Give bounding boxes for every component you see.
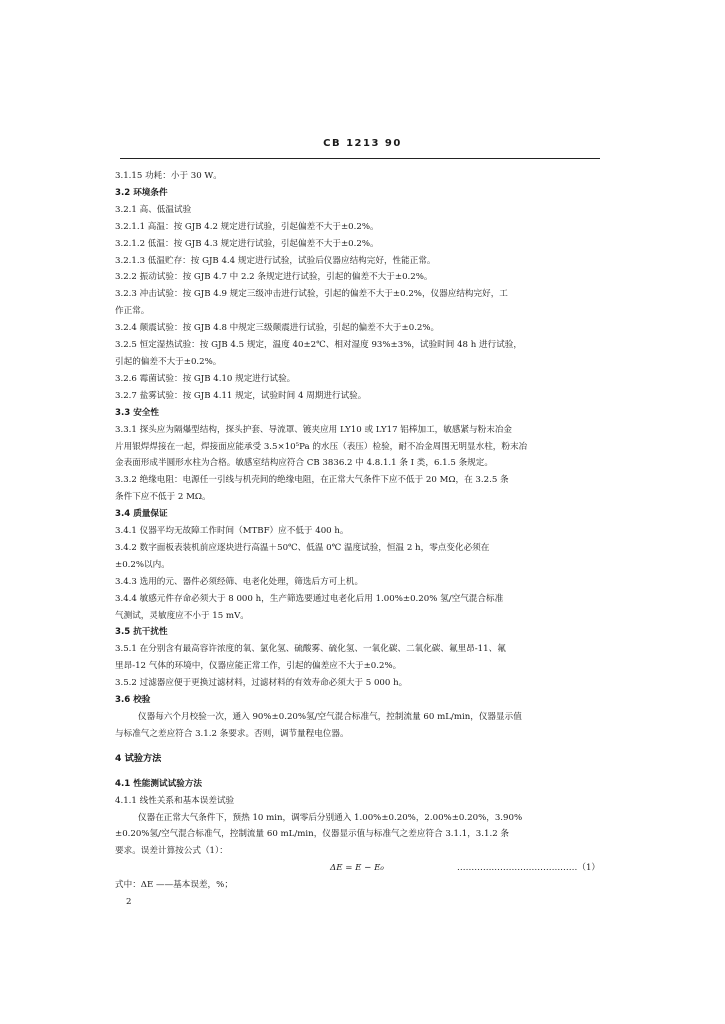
heading-4: 4 试验方法 — [115, 752, 162, 764]
clause-3-4-4: 3.4.4 敏感元件存命必须大于 8 000 h，生产筛选要通过电老化后用 1.00%±0.20% 氢/空气混合标准 — [115, 593, 504, 604]
heading-3-4: 3.4 质量保证 — [115, 509, 168, 520]
page-header-standard-number: CB 1213 90 — [323, 138, 402, 149]
heading-3-5: 3.5 抗干扰性 — [115, 627, 168, 638]
clause-3-2-1: 3.2.1 高、低温试验 — [115, 204, 192, 215]
clause-3-3-1-cont2: 金表面形成半圆形水柱为合格。敏感室结构应符合 CB 3836.2 中 4.8.1.1 条 I 类，6.1.5 条规定。 — [115, 458, 493, 469]
heading-3-2: 3.2 环境条件 — [115, 187, 168, 198]
clause-3-2-7: 3.2.7 盐雾试验：按 GJB 4.11 规定，试验时间 4 周期进行试验。 — [115, 390, 367, 401]
clause-3-3-1-cont1: 片用银焊焊接在一起，焊接面应能承受 3.5×10⁵Pa 的水压（表压）检验，耐不冶金周围无明显水柱，粉末冶 — [115, 441, 528, 452]
clause-3-2-5: 3.2.5 恒定湿热试验：按 GJB 4.5 规定，温度 40±2℃、相对湿度 93%±3%，试验时间 48 h 进行试验， — [115, 340, 522, 351]
clause-3-4-1: 3.4.1 仪器平均无故障工作时间（MTBF）应不低于 400 h。 — [115, 526, 349, 537]
clause-3-2-5-cont: 引起的偏差不大于±0.2%。 — [115, 356, 222, 367]
clause-3-2-3: 3.2.3 冲击试验：按 GJB 4.9 规定三级冲击进行试验，引起的偏差不大于±0.2%，仪器应结构完好，工 — [115, 289, 508, 300]
clause-3-6-text-cont: 与标准气之差应符合 3.1.2 条要求。否则，调节量程电位器。 — [115, 728, 349, 739]
formula-legend: 式中：ΔE ——基本误差，%； — [115, 880, 233, 891]
clause-3-4-4-cont: 气测试，灵敏度应不小于 15 mV。 — [115, 610, 249, 621]
clause-3-5-1-cont: 里昂-12 气体的环境中，仪器应能正常工作，引起的偏差应不大于±0.2%。 — [115, 661, 402, 672]
clause-3-2-1-2: 3.2.1.2 低温：按 GJB 4.3 规定进行试验，引起偏差不大于±0.2%。 — [115, 238, 379, 249]
clause-3-4-2-cont: ±0.2%以内。 — [115, 559, 170, 570]
body-text — [115, 168, 600, 894]
clause-3-2-1-3: 3.2.1.3 低温贮存：按 GJB 4.4 规定进行试验，试验后仪器应结构完好，性能正常。 — [115, 255, 436, 266]
page-number: 2 — [126, 897, 132, 907]
heading-3-6: 3.6 校验 — [115, 695, 151, 706]
clause-3-2-4: 3.2.4 颠震试验：按 GJB 4.8 中规定三级颠震进行试验，引起的偏差不大于±0.2%。 — [115, 323, 440, 334]
clause-4-1-1-text-cont2: 要求。误差计算按公式（1）： — [115, 846, 228, 857]
header-rule — [120, 158, 600, 159]
clause-4-1-1-text: 仪器在正常大气条件下，预热 10 min，调零后分别通入 1.00%±0.20%，2.00%±0.20%，3.90% — [138, 812, 523, 823]
formula-number: ……………………………………（1） — [457, 863, 600, 874]
clause-3-1-15: 3.1.15 功耗：小于 30 W。 — [115, 171, 222, 181]
clause-3-5-1: 3.5.1 在分别含有最高容许浓度的氧、氯化氢、硫酸雾、硫化氢、一氧化碳、二氧化碳、氟里昂-11、氟 — [115, 644, 506, 655]
clause-3-3-2: 3.3.2 绝缘电阻：电源任一引线与机壳间的绝缘电阻，在正常大气条件下应不低于 20 MΩ，在 3.2.5 条 — [115, 475, 509, 486]
clause-4-1-1-text-cont1: ±0.20%氢/空气混合标准气，控制流量 60 mL/min，仪器显示值与标准气之差应符合 3.1.1，3.1.2 条 — [115, 829, 509, 840]
clause-3-2-6: 3.2.6 霉菌试验：按 GJB 4.10 规定进行试验。 — [115, 373, 296, 384]
formula-1 — [115, 860, 600, 877]
clause-3-4-3: 3.4.3 选用的元、器件必须经筛、电老化处理，筛选后方可上机。 — [115, 576, 364, 587]
heading-3-3: 3.3 安全性 — [115, 407, 159, 418]
clause-3-2-3-cont: 作正常。 — [115, 306, 150, 317]
clause-3-2-2: 3.2.2 振动试验：按 GJB 4.7 中 2.2 条规定进行试验，引起的偏差不大于±0.2%。 — [115, 272, 433, 283]
clause-3-6-text: 仪器每六个月校验一次，通入 90%±0.20%氢/空气混合标准气，控制流量 60 mL/min，仪器显示值 — [138, 712, 522, 722]
clause-3-4-2: 3.4.2 数字面板表装机前应逐块进行高温＋50℃、低温 0℃ 温度试验，恒温 2 h，零点变化必须在 — [115, 542, 490, 553]
clause-4-1-1: 4.1.1 线性关系和基本误差试验 — [115, 795, 235, 806]
clause-3-3-1: 3.3.1 探头应为隔爆型结构，探头护套、导流罩、镀夹应用 LY10 或 LY17 铝棒加工，敏感紧与粉末冶金 — [115, 424, 513, 435]
formula-expression: ΔE = E − E₀ — [330, 863, 384, 874]
clause-3-5-2: 3.5.2 过滤器应便于更换过滤材料，过滤材料的有效寿命必须大于 5 000 h。 — [115, 678, 408, 689]
clause-3-2-1-1: 3.2.1.1 高温：按 GJB 4.2 规定进行试验，引起偏差不大于±0.2%。 — [115, 221, 379, 232]
clause-3-3-2-cont: 条件下应不低于 2 MΩ。 — [115, 492, 211, 503]
heading-4-1: 4.1 性能测试试验方法 — [115, 778, 202, 789]
